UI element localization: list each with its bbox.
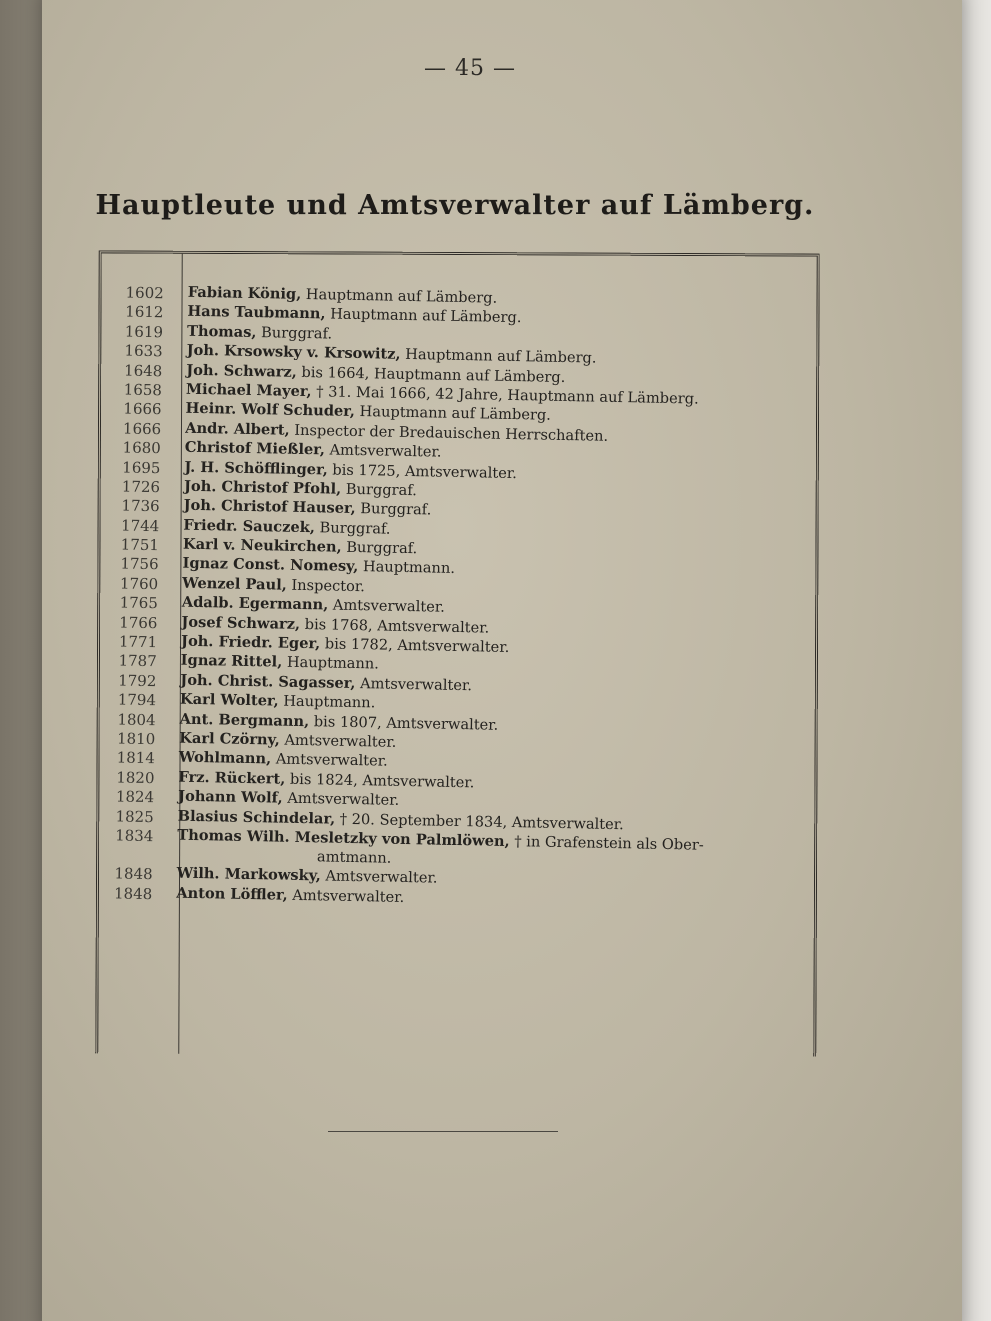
entry-name: Johann Wolf,	[177, 787, 283, 807]
entry-description: Amtsverwalter.	[279, 731, 397, 751]
entry-year: 1756	[120, 554, 159, 574]
entry-year: 1848	[113, 884, 153, 903]
entry-text	[183, 516, 391, 537]
entry-year: 1804	[117, 710, 156, 729]
entry-year	[87, 844, 153, 846]
entry-name: Blasius Schindelar,	[177, 807, 336, 828]
entry-description: Burggraf.	[256, 323, 333, 343]
entry-name: Karl v. Neukirchen,	[182, 535, 342, 556]
entry-description: bis 1807, Amtsverwalter.	[309, 712, 499, 734]
entry-year: 1824	[115, 787, 155, 807]
entry-description: bis 1664, Hauptmann auf Lämberg.	[296, 363, 566, 386]
entry-text	[176, 865, 437, 887]
entry-text	[179, 749, 388, 770]
entry-year: 1744	[120, 516, 160, 535]
entry-text	[181, 652, 379, 673]
entry-description: Inspector der Bredauischen Herrschaften.	[289, 421, 609, 445]
entry-year: 1848	[114, 864, 153, 884]
entry-description: amtmann.	[316, 848, 392, 868]
entry-text	[184, 497, 432, 519]
entry-description: Inspector.	[286, 576, 366, 596]
entry-description: Hauptmann auf Lämberg.	[325, 305, 522, 327]
entry-name: Friedr. Sauczek,	[183, 516, 316, 536]
entry-text	[182, 594, 445, 616]
entry-text	[180, 691, 376, 712]
entry-description: Hauptmann auf Lämberg.	[400, 345, 597, 367]
entry-year: 1814	[116, 748, 156, 768]
entry-description: Burggraf.	[341, 538, 418, 558]
entry-name: Anton Löffler,	[176, 884, 288, 904]
entry-name: Karl Czörny,	[179, 729, 280, 749]
entry-year: 1612	[125, 302, 164, 322]
entry-text	[182, 575, 365, 596]
entry-year: 1825	[115, 806, 154, 826]
entry-description: Amtsverwalter.	[355, 674, 473, 695]
entry-description: Amtsverwalter.	[328, 596, 445, 616]
entry-name: Ignaz Const. Nomesy,	[182, 555, 359, 576]
entry-name: Michael Mayer,	[185, 380, 312, 401]
entry-year: 1680	[122, 438, 161, 458]
entry-year: 1787	[118, 651, 157, 671]
entry-description: † in Grafenstein als Ober-	[509, 832, 704, 854]
entry-name: Christof Mießler,	[184, 438, 326, 459]
entry-description: Hauptmann auf Lämberg.	[354, 403, 552, 425]
entry-name: Ant. Bergmann,	[179, 710, 310, 730]
entry-description: Amtsverwalter.	[282, 789, 400, 810]
entry-description: bis 1768, Amtsverwalter.	[299, 615, 490, 637]
entry-description: bis 1824, Amtsverwalter.	[285, 770, 475, 792]
entry-description: Amtsverwalter.	[324, 441, 442, 461]
entry-text	[317, 849, 392, 867]
entry-year: 1765	[119, 593, 159, 613]
entry-name: Hans Taubmann,	[187, 303, 326, 323]
entry-year: 1771	[118, 632, 158, 652]
entry-name: Ignaz Rittel,	[180, 652, 283, 672]
entry-name: Joh. Krsowsky v. Krsowitz,	[186, 341, 401, 363]
entry-year: 1633	[124, 341, 163, 361]
entry-year: 1695	[122, 458, 161, 477]
page-title: Hauptleute und Amtsverwalter auf Lämberg.	[95, 190, 815, 221]
entries-list	[86, 282, 798, 915]
entry-name: Joh. Friedr. Eger,	[180, 632, 321, 653]
entry-description: Burggraf.	[341, 480, 417, 500]
entry-name: Karl Wolter,	[179, 690, 279, 710]
entry-description: Hauptmann.	[278, 692, 376, 712]
entry-name: Thomas Wilh. Mesletzky von Palmlöwen,	[177, 826, 510, 850]
entry-description: bis 1725, Amtsverwalter.	[327, 460, 518, 482]
entry-year: 1726	[121, 477, 161, 497]
entry-description: bis 1782, Amtsverwalter.	[320, 635, 510, 656]
entry-name: Heinr. Wolf Schuder,	[185, 400, 356, 421]
closing-rule	[328, 1131, 558, 1132]
entry-year: 1648	[123, 361, 163, 380]
entry-text	[179, 730, 396, 751]
entry-name: Frz. Rückert,	[178, 768, 286, 788]
entry-name: Andr. Albert,	[185, 419, 290, 439]
entry-name: Wilh. Markowsky,	[176, 864, 321, 885]
entry-description: Amtsverwalter.	[320, 867, 438, 887]
entry-description: Hauptmann.	[282, 654, 380, 673]
entry-year: 1666	[122, 419, 162, 438]
entry-text	[183, 536, 418, 557]
entry-name: Wohlmann,	[178, 749, 272, 768]
entry-year: 1766	[119, 613, 158, 632]
entry-name: Wenzel Paul,	[182, 574, 287, 594]
page-number: — 45 —	[424, 56, 516, 81]
entry-description: Hauptmann.	[358, 558, 456, 578]
entry-year: 1820	[116, 768, 155, 787]
entry-year: 1736	[121, 496, 160, 516]
entry-description: † 31. Mai 1666, 42 Jahre, Hauptmann auf Lämberg.	[311, 383, 699, 408]
entry-year: 1658	[123, 380, 163, 400]
entry-year: 1666	[123, 399, 162, 419]
entry-description: Burggraf.	[314, 518, 391, 538]
entry-text	[187, 323, 332, 343]
entry-text	[176, 884, 404, 905]
entry-text	[184, 478, 417, 499]
entry-name: Fabian König,	[187, 283, 302, 303]
entry-name: Adalb. Egermann,	[181, 593, 329, 614]
entry-year: 1792	[117, 671, 157, 691]
entry-name: Thomas,	[186, 322, 257, 341]
entry-year: 1619	[124, 322, 164, 342]
entry-text	[185, 439, 442, 461]
entry-name: Joh. Christof Hauser,	[183, 496, 356, 518]
entry-name: Joh. Christof Pfohl,	[183, 477, 342, 498]
entry-description: Amtsverwalter.	[287, 886, 405, 906]
entry-year: 1834	[115, 826, 154, 846]
entry-year: 1810	[116, 729, 156, 749]
entry-name: Joh. Christ. Sagasser,	[180, 671, 356, 692]
entry-name: J. H. Schöfflinger,	[184, 458, 328, 478]
entry-description: Burggraf.	[355, 500, 432, 519]
entry-year: 1602	[125, 283, 164, 303]
entry-name: Josef Schwarz,	[181, 613, 301, 633]
entry-description: Hauptmann auf Lämberg.	[301, 285, 498, 307]
entry-text	[178, 788, 399, 809]
entry-year: 1760	[119, 574, 159, 594]
entry-year: 1794	[117, 690, 157, 710]
entry-description: Amtsverwalter.	[271, 750, 388, 771]
entry-description: † 20. September 1834, Amtsverwalter.	[334, 810, 624, 833]
entry-name: Joh. Schwarz,	[186, 361, 298, 381]
entry-year: 1751	[120, 535, 160, 555]
